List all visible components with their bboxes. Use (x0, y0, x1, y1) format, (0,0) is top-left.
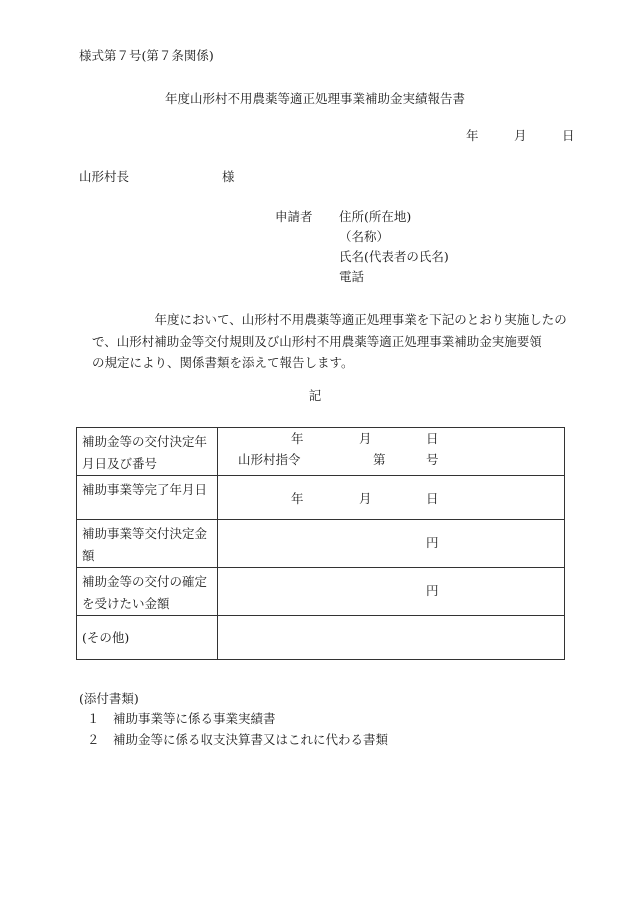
other-cell (218, 616, 565, 660)
year-label: 年 (291, 491, 304, 506)
addressee-name: 山形村長 (79, 169, 130, 184)
attachment-number: ２ (87, 732, 100, 747)
statement-line: で、山形村補助金等交付規則及び山形村不用農薬等適正処理事業補助金実施要領 (92, 333, 542, 349)
table-row-other (77, 616, 565, 660)
row-label: 補助金等の交付決定年月日及び番号 (77, 428, 218, 476)
row-label: 補助事業等交付決定金額 (77, 520, 218, 568)
number-suffix-label: 号 (426, 452, 439, 467)
table-row-decision-amount (77, 520, 565, 568)
date-day-label: 日 (562, 128, 575, 143)
table-row-decision-date (77, 428, 565, 476)
attachment-item: 補助金等に係る収支決算書又はこれに代わる書類 (113, 732, 389, 747)
decision-amount-cell (218, 520, 565, 568)
applicant-entity-name-label: （名称） (339, 229, 390, 244)
completion-date-cell (218, 476, 565, 520)
table-row-completion-date (77, 476, 565, 520)
applicant-label: 申請者 (275, 209, 313, 224)
applicant-name-label: 氏名(代表者の氏名) (339, 249, 449, 264)
statement-line: 年度において、山形村不用農薬等適正処理事業を下記のとおり実施したの (92, 312, 567, 327)
report-table (76, 427, 565, 660)
statement-line: の規定により、関係書類を添えて報告します。 (92, 355, 354, 370)
applicant-phone-label: 電話 (339, 269, 365, 284)
ki-heading: 記 (308, 388, 322, 403)
month-label: 月 (359, 491, 372, 506)
yen-unit-label: 円 (426, 535, 439, 550)
attachment-item: 補助事業等に係る事業実績書 (113, 711, 276, 726)
date-month-label: 月 (514, 128, 527, 143)
applicant-address-label: 住所(所在地) (339, 209, 412, 224)
attachment-number: １ (87, 711, 100, 726)
attachments-heading: (添付書類) (79, 691, 139, 706)
directive-label: 山形村指令 (238, 452, 301, 467)
month-label: 月 (359, 431, 372, 446)
row-label: 補助事業等完了年月日 (77, 476, 218, 520)
day-label: 日 (426, 491, 439, 506)
number-prefix-label: 第 (373, 452, 386, 467)
row-label: 補助金等の交付の確定を受けたい金額 (77, 568, 218, 616)
decision-date-cell (218, 428, 565, 476)
yen-unit-label: 円 (426, 583, 439, 598)
day-label: 日 (426, 431, 439, 446)
form-number: 様式第７号(第７条関係) (79, 48, 214, 63)
document-title: 年度山形村不用農薬等適正処理事業補助金実績報告書 (164, 91, 465, 106)
table-row-confirmed-amount (77, 568, 565, 616)
confirmed-amount-cell (218, 568, 565, 616)
addressee-honorific: 様 (222, 169, 235, 184)
report-statement (92, 309, 584, 374)
row-label: (その他) (77, 616, 218, 660)
date-year-label: 年 (466, 128, 479, 143)
year-label: 年 (291, 431, 304, 446)
